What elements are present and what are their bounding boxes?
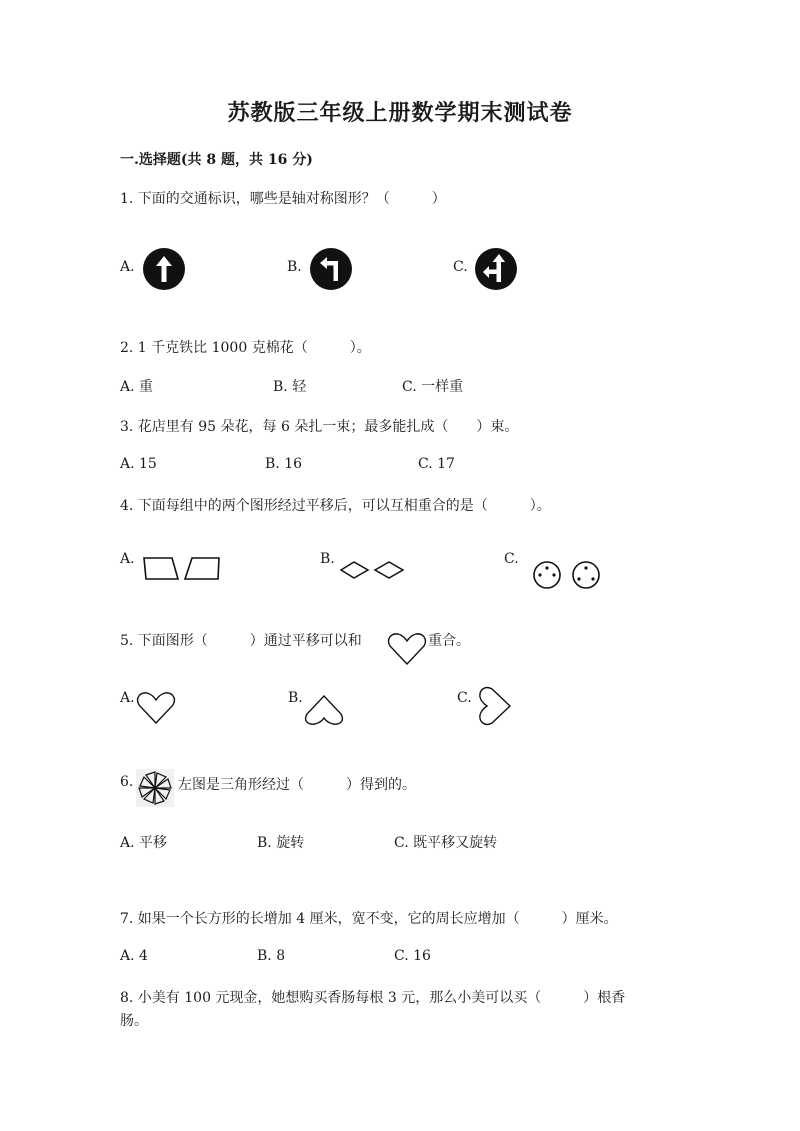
heart-inverted-icon: [304, 694, 344, 726]
section-heading: 一.选择题(共 8 题，共 16 分): [120, 152, 313, 168]
q6-option-a: A. 平移: [120, 835, 168, 851]
two-trapezoids-icon: [142, 556, 222, 582]
q3-option-b: B. 16: [265, 456, 303, 472]
two-diamonds-icon: [340, 560, 406, 580]
question-6-number: 6.: [120, 774, 134, 790]
q7-option-a: A. 4: [120, 948, 148, 964]
q3-option-c: C. 17: [418, 456, 455, 472]
question-3-text: 3. 花店里有 95 朵花，每 6 朵扎一束；最多能扎成（ ）束。: [120, 419, 519, 435]
q1-option-c: C.: [453, 259, 468, 275]
q2-option-c: C. 一样重: [402, 379, 464, 395]
question-8-text-continued: 肠。: [120, 1013, 148, 1029]
question-7-text: 7. 如果一个长方形的长增加 4 厘米，宽不变，它的周长应增加（ ）厘米。: [120, 911, 618, 927]
q5-option-c: C.: [457, 690, 472, 706]
question-8-text: 8. 小美有 100 元现金，她想购买香肠每根 3 元，那么小美可以买（ ）根香: [120, 990, 626, 1006]
rotated-triangles-icon: [136, 769, 174, 807]
turn-left-sign-icon: [310, 248, 352, 290]
question-4-text: 4. 下面每组中的两个图形经过平移后，可以互相重合的是（ ）。: [120, 498, 551, 514]
q2-option-b: B. 轻: [273, 379, 307, 395]
two-dotted-circles-icon: [531, 561, 603, 589]
page-title: 苏教版三年级上册数学期末测试卷: [227, 100, 573, 126]
q5-option-a: A.: [120, 690, 135, 706]
arrow-up-sign-icon: [143, 248, 185, 290]
heart-upright-icon: [136, 691, 176, 725]
q1-option-a: A.: [120, 259, 135, 275]
q2-option-a: A. 重: [120, 379, 154, 395]
q4-option-b: B.: [320, 551, 335, 567]
q6-option-b: B. 旋转: [257, 835, 305, 851]
q4-option-a: A.: [120, 551, 135, 567]
q4-option-c: C.: [504, 551, 519, 567]
q7-option-b: B. 8: [257, 948, 286, 964]
question-5-text-after: 重合。: [428, 633, 470, 649]
question-5-text-before: 5. 下面图形（ ）通过平移可以和: [120, 633, 362, 649]
question-1-text: 1. 下面的交通标识，哪些是轴对称图形？（ ）: [120, 191, 446, 207]
q6-option-c: C. 既平移又旋转: [394, 835, 498, 851]
question-6-text: 左图是三角形经过（ ）得到的。: [178, 777, 416, 793]
heart-reference-icon: [387, 632, 427, 666]
q1-option-b: B.: [287, 259, 302, 275]
question-2-text: 2. 1 千克铁比 1000 克棉花（ ）。: [120, 340, 371, 356]
q7-option-c: C. 16: [394, 948, 431, 964]
heart-rotated-icon: [472, 686, 512, 726]
q3-option-a: A. 15: [120, 456, 157, 472]
q5-option-b: B.: [288, 690, 303, 706]
straight-or-left-sign-icon: [475, 248, 517, 290]
